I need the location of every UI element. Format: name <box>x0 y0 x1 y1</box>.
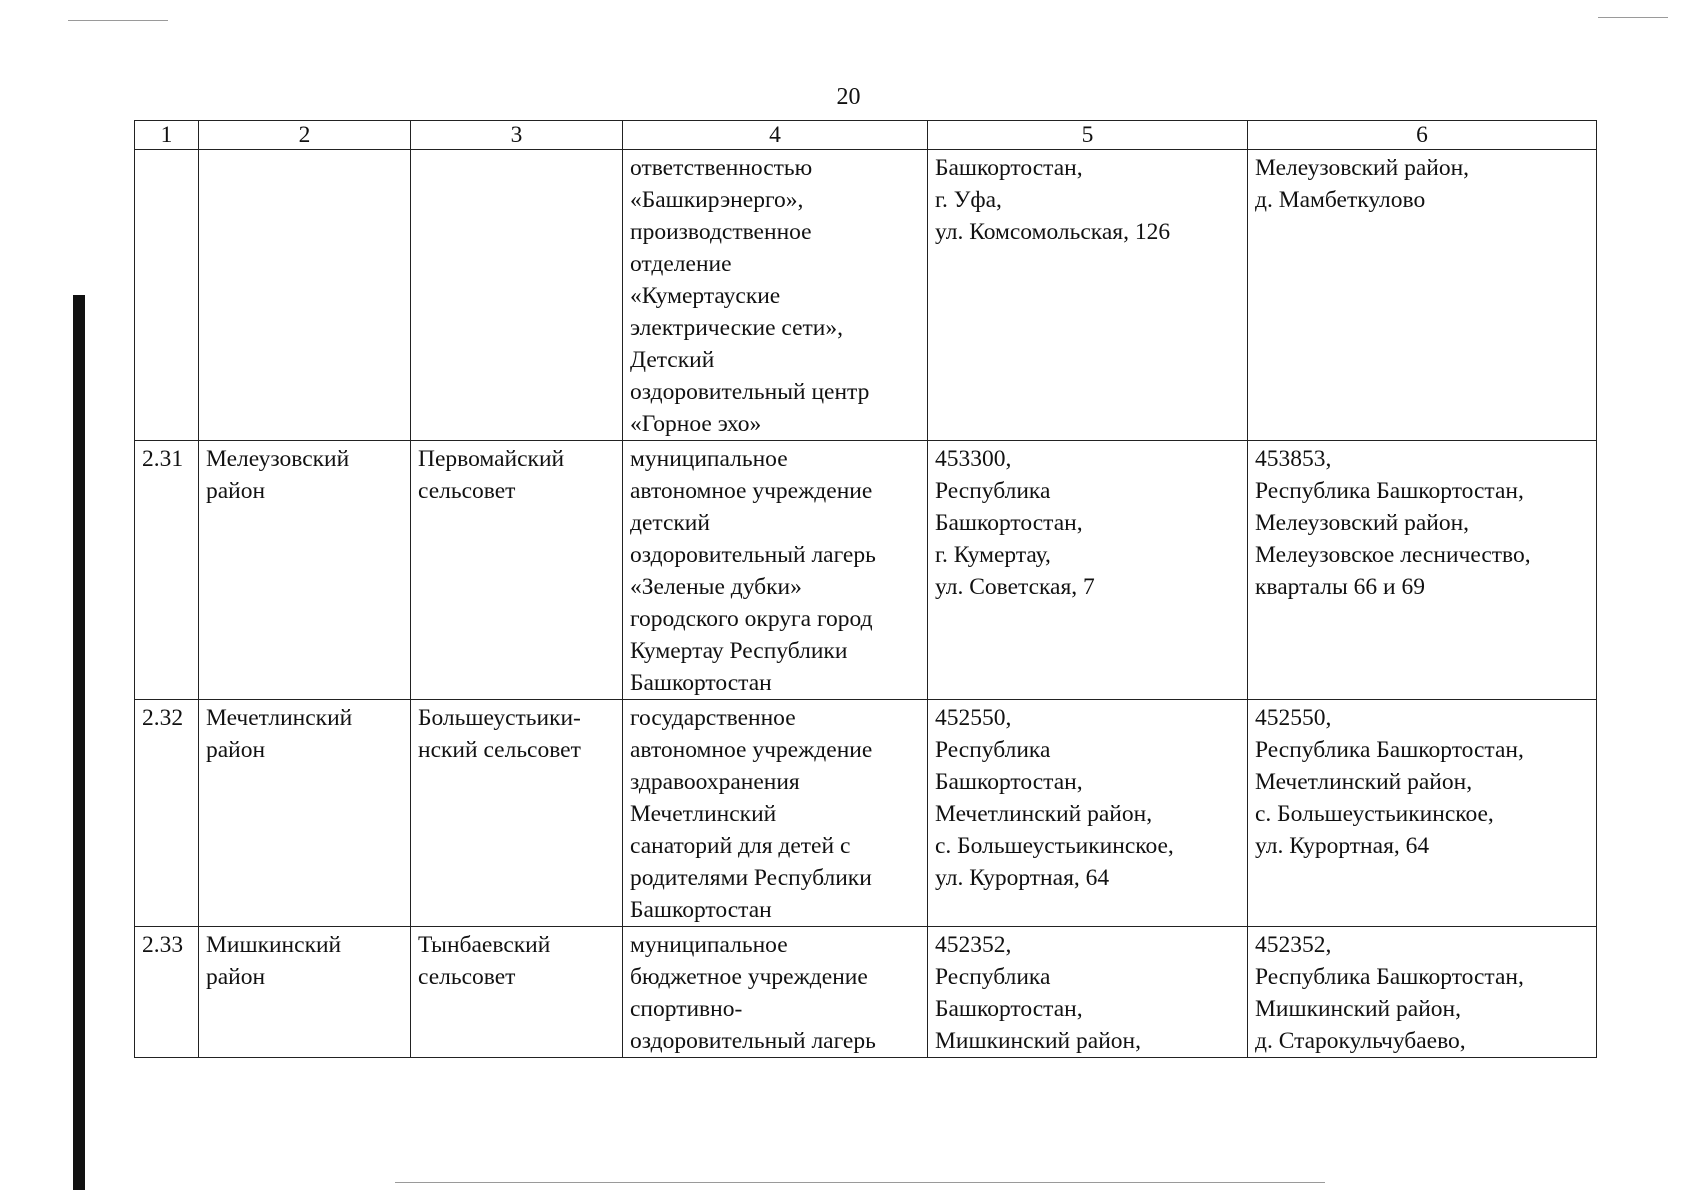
cell-actual-address: 453853, Республика Башкортостан, Мелеузовский район, Мелеузовское лесничество, кварталы 66 и 69 <box>1248 441 1597 700</box>
cell-district: Мечетлинский район <box>199 700 411 927</box>
cell-council: Тынбаевский сельсовет <box>411 927 623 1058</box>
page-number: 20 <box>836 84 861 110</box>
table-row <box>135 441 1597 700</box>
cell-institution: ответственностью «Башкирэнерго», производственное отделение «Кумертауские электрические сети», Детский оздоровительный центр «Горное эхо» <box>623 150 928 441</box>
cell-institution: государственное автономное учреждение здравоохранения Мечетлинский санаторий для детей с родителями Республики Башкортостан <box>623 700 928 927</box>
cell-district: Мелеузовский район <box>199 441 411 700</box>
cell-legal-address: Башкортостан, г. Уфа, ул. Комсомольская, 126 <box>928 150 1248 441</box>
cell-number: 2.32 <box>135 700 199 927</box>
cell-legal-address: 452550, Республика Башкортостан, Мечетлинский район, с. Большеустьикинское, ул. Курортная, 64 <box>928 700 1248 927</box>
table-row <box>135 700 1597 927</box>
scan-edge-bottom <box>395 1182 1325 1183</box>
column-header: 6 <box>1248 121 1597 150</box>
cell-institution: муниципальное бюджетное учреждение спортивно- оздоровительный лагерь <box>623 927 928 1058</box>
column-header: 1 <box>135 121 199 150</box>
cell-legal-address: 453300, Республика Башкортостан, г. Кумертау, ул. Советская, 7 <box>928 441 1248 700</box>
scan-edge-top-left <box>68 20 168 21</box>
scan-edge-top-right <box>1598 17 1668 18</box>
cell-legal-address: 452352, Республика Башкортостан, Мишкинский район, <box>928 927 1248 1058</box>
cell-council: Большеустьики- нский сельсовет <box>411 700 623 927</box>
cell-council: Первомайский сельсовет <box>411 441 623 700</box>
table-header-row <box>135 121 1597 150</box>
data-table <box>134 120 1597 1058</box>
cell-actual-address: Мелеузовский район, д. Мамбеткулово <box>1248 150 1597 441</box>
column-header: 3 <box>411 121 623 150</box>
column-header: 5 <box>928 121 1248 150</box>
column-header: 2 <box>199 121 411 150</box>
cell-district: Мишкинский район <box>199 927 411 1058</box>
cell-actual-address: 452352, Республика Башкортостан, Мишкинский район, д. Старокульчубаево, <box>1248 927 1597 1058</box>
cell-actual-address: 452550, Республика Башкортостан, Мечетлинский район, с. Большеустьикинское, ул. Курортная, 64 <box>1248 700 1597 927</box>
table-row <box>135 150 1597 441</box>
cell-number: 2.31 <box>135 441 199 700</box>
scan-binding-bar <box>73 295 85 1190</box>
table-row <box>135 927 1597 1058</box>
column-header: 4 <box>623 121 928 150</box>
cell-number <box>135 150 199 441</box>
cell-council <box>411 150 623 441</box>
cell-institution: муниципальное автономное учреждение детский оздоровительный лагерь «Зеленые дубки» городского округа город Кумертау Республики Башкортостан <box>623 441 928 700</box>
cell-number: 2.33 <box>135 927 199 1058</box>
cell-district <box>199 150 411 441</box>
